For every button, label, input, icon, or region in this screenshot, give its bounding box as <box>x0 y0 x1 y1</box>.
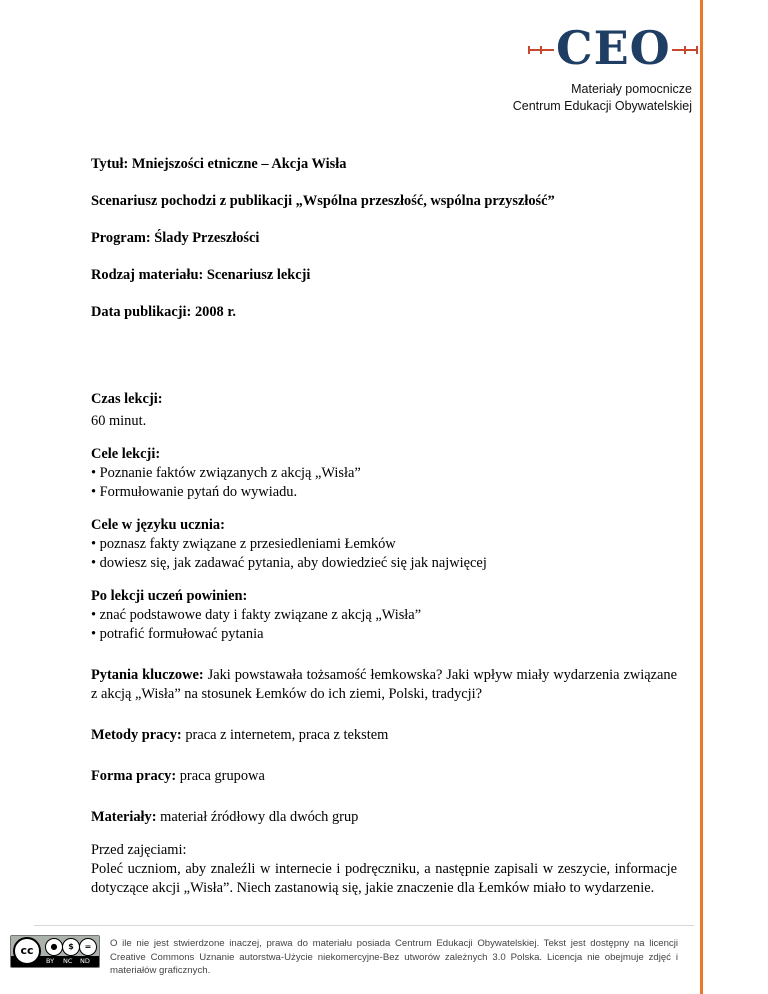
header-subtitle-line2: Centrum Edukacji Obywatelskiej <box>512 99 692 113</box>
cc-nc-icon: $ <box>62 938 80 956</box>
logo-right-ornament <box>672 46 698 54</box>
ceo-logo <box>528 21 698 75</box>
logo-text: CEO <box>556 21 671 75</box>
section-cele-ucznia <box>91 516 677 573</box>
cc-by-label: BY <box>46 957 55 965</box>
section-metody <box>91 726 677 745</box>
footer-divider <box>34 925 694 926</box>
list-item: • dowiesz się, jak zadawać pytania, aby dowiedzieć się jak najwięcej <box>91 555 487 571</box>
meta-title: Tytuł: Mniejszości etniczne – Akcja Wisła <box>91 156 347 172</box>
cc-logo-icon: cc <box>13 937 41 965</box>
metody-text: praca z internetem, praca z tekstem <box>185 727 389 743</box>
meta-type: Rodzaj materiału: Scenariusz lekcji <box>91 267 311 283</box>
section-forma <box>91 767 677 786</box>
przed-label: Przed zajęciami: <box>91 842 187 858</box>
list-item: • znać podstawowe daty i fakty związane z akcją „Wisła” <box>91 607 422 623</box>
section-przed <box>91 841 677 898</box>
czas-label: Czas lekcji: <box>91 391 163 407</box>
forma-label: Forma pracy: <box>91 768 177 784</box>
meta-date: Data publikacji: 2008 r. <box>91 304 236 320</box>
pytania-text: Jaki powstawała tożsamość łemkowska? Jaki wpływ miały wydarzenia związane z akcją „Wisła” na stosunek Łemków do ich ziemi, Polski, tradycji? <box>91 667 677 702</box>
section-materialy <box>91 808 677 827</box>
przed-text: Poleć uczniom, aby znaleźli w internecie i podręczniku, a następnie zapisali w zeszycie, informacje dotyczące akcji „Wisła”. Niech zastanowią się, jakie znaczenie dla Łemków miało to wydarzenie. <box>91 861 677 896</box>
czas-value: 60 minut. <box>91 413 147 429</box>
forma-text: praca grupowa <box>179 768 265 784</box>
materialy-text: materiał źródłowy dla dwóch grup <box>160 809 359 825</box>
cc-by-icon: ● <box>45 938 63 956</box>
cc-nd-icon: = <box>79 938 97 956</box>
metody-label: Metody pracy: <box>91 727 182 743</box>
cc-nd-label: ND <box>80 957 90 965</box>
section-cele <box>91 445 677 502</box>
meta-program: Program: Ślady Przeszłości <box>91 230 260 246</box>
document-body <box>91 155 677 912</box>
section-pytania <box>91 666 677 704</box>
cc-license-badge[interactable] <box>10 935 100 968</box>
license-text: O ile nie jest stwierdzone inaczej, prawa do materiału posiada Centrum Edukacji Obywatelskiej. Tekst jest dostępny na licencji Creative Commons Uznanie autorstwa-Użycie niekomercyjne-Bez utworów zależnych 3.0 Polska. Licencja nie obejmuje zdjęć i materiałów graficznych. <box>110 938 678 976</box>
list-item: • potrafić formułować pytania <box>91 626 264 642</box>
header-subtitle-line1: Materiały pomocnicze <box>571 82 692 96</box>
logo-left-ornament <box>528 46 554 54</box>
cc-nc-label: NC <box>63 957 73 965</box>
meta-source: Scenariusz pochodzi z publikacji „Wspólna przeszłość, wspólna przyszłość” <box>91 193 555 209</box>
cele-ucznia-label: Cele w języku ucznia: <box>91 517 225 533</box>
list-item: • Poznanie faktów związanych z akcją „Wisła” <box>91 465 361 481</box>
cele-label: Cele lekcji: <box>91 446 161 462</box>
section-czas <box>91 390 677 431</box>
po-lekcji-label: Po lekcji uczeń powinien: <box>91 588 248 604</box>
list-item: • Formułowanie pytań do wywiadu. <box>91 484 298 500</box>
header-subtitle <box>513 81 692 115</box>
list-item: • poznasz fakty związane z przesiedleniami Łemków <box>91 536 396 552</box>
page-edge-line <box>700 0 703 994</box>
pytania-label: Pytania kluczowe: <box>91 667 204 683</box>
materialy-label: Materiały: <box>91 809 157 825</box>
section-po-lekcji <box>91 587 677 644</box>
